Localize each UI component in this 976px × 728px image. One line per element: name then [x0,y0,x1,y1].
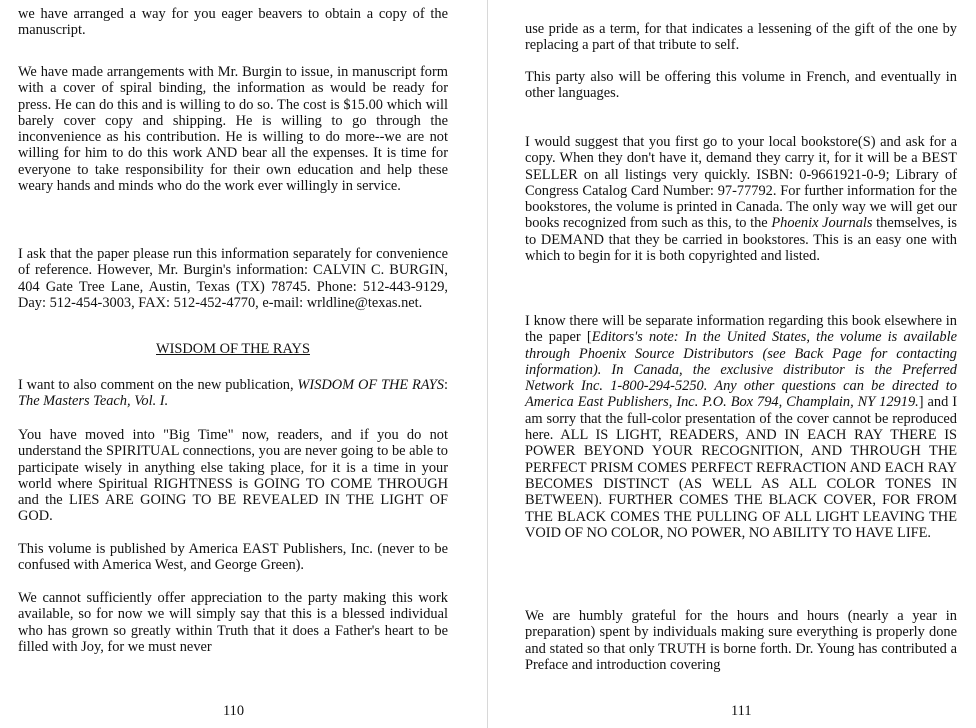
left-page [18,0,448,728]
paragraph-4-text-c: : [444,377,448,393]
paragraph-3-text-a: I would suggest that you first go to your local bookstore(S) and ask for a copy. When they don't have it, demand they carry it, for it will be a BEST SELLER on all listings very quickly. ISBN: 0-9661921-0-9; Library of Congress Catalog Card Number: 97-77792. For further information for the bookstores, the volume is printed in Canada. The only way we will get our books recognized from such as this, to the [525,134,957,232]
right-paragraph-2: This party also will be offering this volume in French, and eventually in other languages. [525,69,957,102]
paragraph-4-text-c: ] and I am sorry that the full-color presentation of the cover cannot be reproduced here. ALL IS LIGHT, READERS, AND IN EACH RAY THERE IS POWER BEYOND YOUR RECOGNITION, AND THROUGH THE PERFECT PRISM COMES PERFECT REFRACTION AND EACH RAY BECOMES DISTINCT (AS WELL AS ALL COLOR TONES IN BETWEEN). FURTHER COMES THE BLACK COVER, FOR FROM THE BLACK COMES THE PULLING OF ALL LIGHT LEAVING THE VOID OF NO COLOR, NO POWER, NO ABILITY TO HAVE LIFE. [525,394,957,541]
publication-title: WISDOM OF THE RAYS [297,377,444,393]
left-paragraph-7: We cannot sufficiently offer appreciation to the party making this work available, so for now we will simply say that this is a blessed individual who has grown so greatly within Truth that it does a Father's heart to be filled with Joy, for we must never [18,590,448,655]
right-paragraph-3 [525,134,957,264]
right-paragraph-4 [525,313,957,541]
left-paragraph-1: we have arranged a way for you eager beavers to obtain a copy of the manuscript. [18,6,448,39]
paragraph-3-text-c: themselves, is to DEMAND that they be carried in bookstores. This is an easy one with which to begin for it is both copyrighted and listed. [525,215,957,265]
left-paragraph-4 [18,377,448,410]
right-paragraph-1: use pride as a term, for that indicates a lessening of the gift of the one by replacing a part of that tribute to self. [525,21,957,54]
left-paragraph-3: I ask that the paper please run this information separately for convenience of reference. However, Mr. Burgin's information: CALVIN C. BURGIN, 404 Gate Tree Lane, Austin, Texas (TX) 78745. Phone: 512-443-9129, Day: 512-454-3003, FAX: 512-452-4770, e-mail: wrldline@texas.net. [18,246,448,311]
left-paragraph-6: This volume is published by America EAST Publishers, Inc. (never to be confused with America West, and George Green). [18,541,448,574]
phoenix-journals-title: Phoenix Journals [771,215,873,232]
paragraph-4-text-a: I know there will be separate information regarding this book elsewhere in the paper [ [525,313,957,346]
page-number-right: 111 [731,703,752,719]
left-paragraph-2: We have made arrangements with Mr. Burgin to issue, in manuscript form with a cover of spiral binding, the information as would be ready for press. He can do this and is willing to do so. The cost is $15.00 which will barely cover copy and shipping. He is willing to go through the inconvenience as his contribution. He is willing to do more--we are not willing for him to do this work AND bear all the expenses. It is time for everyone to take responsibility for their own education and help these weary hands and minds who do the work ever willingly in service. [18,64,448,195]
section-heading: WISDOM OF THE RAYS [156,341,310,357]
right-page [525,0,957,728]
publication-subtitle: The Masters Teach, Vol. I. [18,393,169,410]
left-paragraph-5: You have moved into "Big Time" now, readers, and if you do not understand the SPIRITUAL connections, you are never going to be able to participate wisely in anything else taking place, for it is a time in your world where Spiritual RIGHTNESS is GOING TO COME THROUGH and the LIES ARE GOING TO BE REVEALED IN THE LIGHT OF GOD. [18,427,448,525]
page-number-left: 110 [223,703,245,719]
paragraph-4-text-a: I want to also comment on the new publication, [18,377,298,393]
editors-note: Editors's note: In the United States, the volume is available through Phoenix Source Distributors (see Back Page for contacting information). In Canada, the exclusive distributor is the Preferred Network Inc. 1-800-294-5250. Any other questions can be directed to America East Publishers, Inc. P.O. Box 794, Champlain, NY 12919. [525,329,957,411]
right-paragraph-5: We are humbly grateful for the hours and hours (nearly a year in preparation) spent by individuals making sure everything is properly done and stated so that only TRUTH is borne forth. Dr. Young has contributed a Preface and introduction covering [525,608,957,673]
book-gutter [487,0,488,728]
